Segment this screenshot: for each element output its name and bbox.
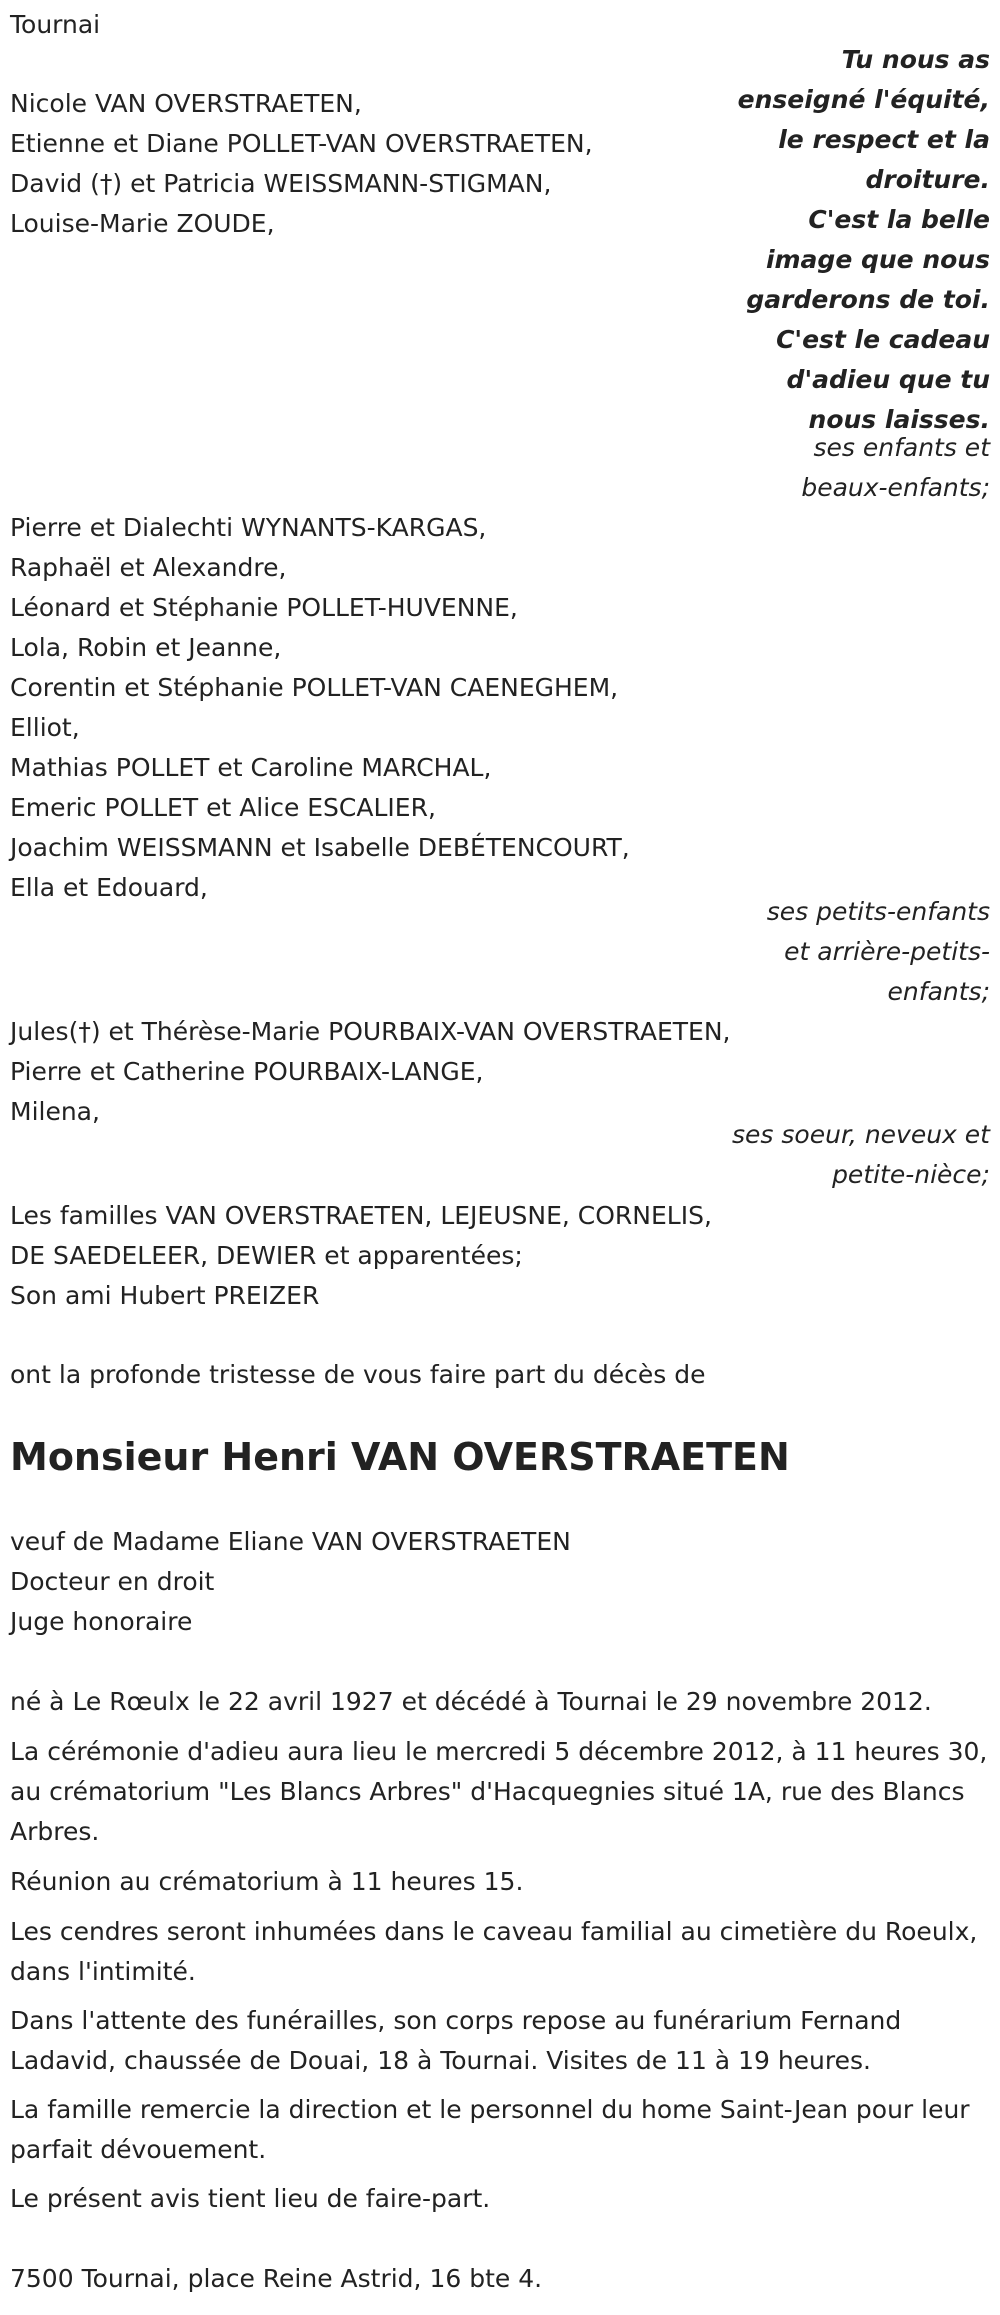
family-name-line: Pierre et Catherine POURBAIX-LANGE, (10, 1057, 484, 1086)
quote-line: le respect et la (778, 125, 990, 154)
city-text: Tournai (10, 10, 101, 39)
sibling-relation (732, 1115, 990, 1195)
ceremony-paragraph: La cérémonie d'adieu aura lieu le mercredi 5 décembre 2012, à 11 heures 30, au crématorium "Les Blancs Arbres" d'Hacquegnies situé 1A, rue des Blancs Arbres. (10, 1737, 988, 1846)
announcement (10, 1355, 705, 1395)
family-name-line: Les familles VAN OVERSTRAETEN, LEJEUSNE, CORNELIS, (10, 1201, 712, 1230)
family-name-line: DE SAEDELEER, DEWIER et apparentées; (10, 1241, 523, 1270)
family-name-line: Pierre et Dialechti WYNANTS-KARGAS, (10, 513, 487, 542)
relation-line: enfants; (887, 977, 990, 1006)
detail-line: Juge honoraire (10, 1607, 193, 1636)
address (10, 2259, 542, 2299)
quote-line: image que nous (765, 245, 990, 274)
address-text: 7500 Tournai, place Reine Astrid, 16 bte 4. (10, 2264, 543, 2293)
family-name-line: Joachim WEISSMANN et Isabelle DEBÉTENCOURT, (10, 833, 630, 862)
family-name-line: Emeric POLLET et Alice ESCALIER, (10, 793, 436, 822)
family-name-line: Mathias POLLET et Caroline MARCHAL, (10, 753, 492, 782)
family-name-line: Nicole VAN OVERSTRAETEN, (10, 89, 362, 118)
relation-line: ses enfants et (813, 433, 990, 462)
sibling-names (10, 1012, 730, 1132)
children-names (10, 84, 593, 244)
relation-line: beaux-enfants; (801, 473, 990, 502)
family-name-line: Son ami Hubert PREIZER (10, 1281, 320, 1310)
family-name-line: Léonard et Stéphanie POLLET-HUVENNE, (10, 593, 518, 622)
deceased-details (10, 1522, 571, 1642)
quote-line: Tu nous as (841, 45, 990, 74)
family-name-line: Etienne et Diane POLLET-VAN OVERSTRAETEN, (10, 129, 593, 158)
quote-line: d'adieu que tu (786, 365, 990, 394)
ashes-paragraph: Les cendres seront inhumées dans le caveau familial au cimetière du Roeulx, dans l'intimité. (10, 1917, 978, 1986)
announcement-text: ont la profonde tristesse de vous faire part du décès de (10, 1360, 706, 1389)
detail-line: veuf de Madame Eliane VAN OVERSTRAETEN (10, 1527, 571, 1556)
grandchildren-names (10, 508, 630, 908)
family-name-line: David (†) et Patricia WEISSMANN-STIGMAN, (10, 169, 552, 198)
city-label (10, 5, 100, 45)
detail-line: Docteur en droit (10, 1567, 215, 1596)
family-name-line: Jules(†) et Thérèse-Marie POURBAIX-VAN OVERSTRAETEN, (10, 1017, 731, 1046)
family-name-line: Lola, Robin et Jeanne, (10, 633, 282, 662)
quote-line: droiture. (865, 165, 990, 194)
deceased-name: Monsieur Henri VAN OVERSTRAETEN (10, 1435, 790, 1479)
relation-line: et arrière-petits- (784, 937, 990, 966)
quote-line: enseigné l'équité, (737, 85, 990, 114)
meeting-paragraph: Réunion au crématorium à 11 heures 15. (10, 1867, 524, 1896)
relation-line: ses petits-enfants (766, 897, 990, 926)
relation-line: petite-nièce; (832, 1160, 990, 1189)
birth-death-paragraph: né à Le Rœulx le 22 avril 1927 et décédé à Tournai le 29 novembre 2012. (10, 1687, 932, 1716)
quote-line: garderons de toi. (746, 285, 990, 314)
quote-line: nous laisses. (808, 405, 990, 434)
family-name-line: Louise-Marie ZOUDE, (10, 209, 275, 238)
notice-paragraph: Le présent avis tient lieu de faire-part. (10, 2184, 491, 2213)
family-name-line: Ella et Edouard, (10, 873, 208, 902)
family-name-line: Elliot, (10, 713, 80, 742)
quote-block (738, 40, 990, 440)
relation-line: ses soeur, neveux et (732, 1120, 990, 1149)
quote-line: C'est le cadeau (776, 325, 990, 354)
family-name-line: Raphaël et Alexandre, (10, 553, 287, 582)
grandchildren-relation (767, 892, 990, 1012)
funerarium-paragraph: Dans l'attente des funérailles, son corps repose au funérarium Fernand Ladavid, chaussée de Douai, 18 à Tournai. Visites de 11 à 19 heures. (10, 2006, 902, 2075)
extended-family (10, 1196, 712, 1316)
children-relation (801, 428, 990, 508)
thanks-paragraph: La famille remercie la direction et le personnel du home Saint-Jean pour leur parfait dévouement. (10, 2095, 970, 2164)
family-name-line: Corentin et Stéphanie POLLET-VAN CAENEGHEM, (10, 673, 619, 702)
quote-line: C'est la belle (808, 205, 990, 234)
family-name-line: Milena, (10, 1097, 100, 1126)
